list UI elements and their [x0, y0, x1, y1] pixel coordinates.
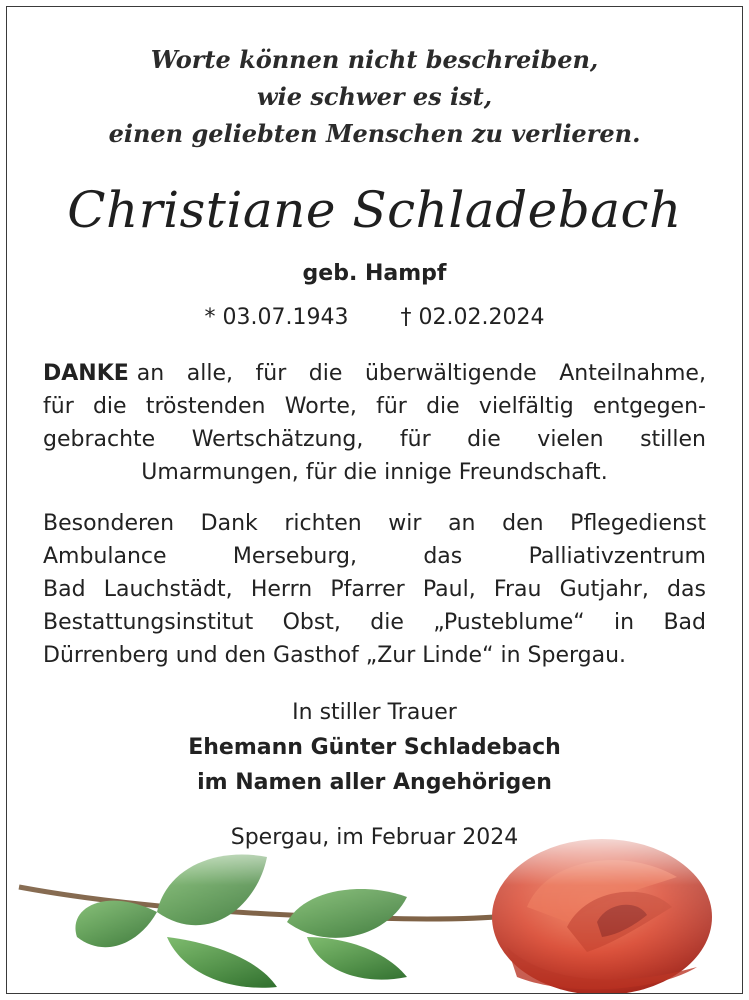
word: stillen [640, 427, 706, 452]
word: an [136, 361, 165, 386]
word: für [399, 427, 431, 452]
word: Paul, [422, 577, 476, 602]
place-and-date: Spergau, im Februar 2024 [230, 825, 519, 850]
word: entgegen- [592, 394, 706, 419]
mourner-name: Ehemann Günter Schladebach [188, 735, 561, 760]
word: die [92, 394, 127, 419]
word: die [343, 460, 378, 485]
word: Pfarrer [330, 577, 405, 602]
thanks-paragraph [43, 357, 706, 489]
word: Linde“ [422, 643, 494, 668]
word: innige [384, 460, 452, 485]
word: in [614, 610, 635, 635]
word: Freundschaft. [458, 460, 608, 485]
word: die [426, 394, 460, 419]
mourner-family: im Namen aller Angehörigen [197, 770, 552, 795]
word: tröstenden [145, 394, 266, 419]
word: für [43, 394, 74, 419]
text-line [43, 606, 706, 639]
word: Dank [200, 511, 258, 536]
text-line [43, 390, 706, 423]
deceased-name: Christiane Schladebach [67, 181, 682, 239]
word: die [370, 610, 404, 635]
thanks-line-1 [43, 357, 706, 390]
word: Worte, [284, 394, 357, 419]
word: Gutjahr, [559, 577, 649, 602]
word: Bad [43, 577, 86, 602]
word: für [305, 460, 337, 485]
quote-line: einen geliebten Menschen zu verlieren. [108, 119, 641, 148]
word: Anteilnahme, [559, 361, 706, 386]
word: das [423, 544, 463, 569]
signoff-intro: In stiller Trauer [292, 700, 457, 725]
word: Bad [663, 610, 706, 635]
word: richten [284, 511, 362, 536]
text-line [43, 540, 706, 573]
opening-quote [7, 41, 742, 152]
text-line [43, 507, 706, 540]
word: vielen [537, 427, 604, 452]
word: an [448, 511, 476, 536]
word: Ambulance [43, 544, 167, 569]
word: „Pusteblume“ [433, 610, 585, 635]
word: Herrn [250, 577, 313, 602]
obituary-notice [6, 6, 743, 994]
text-line [43, 573, 706, 606]
word: Lauchstädt, [103, 577, 233, 602]
word: für [255, 361, 287, 386]
word: Pflegedienst [570, 511, 706, 536]
thanks-lead: DANKE [43, 361, 129, 386]
word: Wertschätzung, [191, 427, 364, 452]
word: Bestattungsinstitut [43, 610, 254, 635]
special-thanks-paragraph [43, 507, 706, 672]
word: Spergau. [527, 643, 627, 668]
word: für [376, 394, 407, 419]
word: in [500, 643, 521, 668]
word: und [175, 643, 218, 668]
maiden-name: geb. Hampf [302, 261, 447, 286]
word: „Zur [365, 643, 416, 668]
word: wir [388, 511, 422, 536]
word: Besonderen [43, 511, 175, 536]
word: Gasthof [273, 643, 359, 668]
word: Dürrenberg [43, 643, 169, 668]
word: gebrachte [43, 427, 156, 452]
word: Umarmungen, [141, 460, 299, 485]
word: den [502, 511, 544, 536]
birth-date: * 03.07.1943 [204, 305, 349, 330]
text-line [137, 357, 706, 390]
word: das [667, 577, 706, 602]
word: Merseburg, [232, 544, 357, 569]
word: den [224, 643, 267, 668]
word: vielfältig [478, 394, 574, 419]
quote-line: wie schwer es ist, [256, 82, 493, 111]
death-date: † 02.02.2024 [400, 305, 545, 330]
text-line [43, 639, 706, 672]
word: Obst, [282, 610, 341, 635]
word: Frau [493, 577, 542, 602]
signoff [7, 695, 742, 800]
text-line [43, 423, 706, 456]
quote-line: Worte können nicht beschreiben, [150, 45, 599, 74]
word: überwältigende [364, 361, 537, 386]
word: die [467, 427, 501, 452]
word: Palliativzentrum [528, 544, 706, 569]
word: die [308, 361, 343, 386]
word: alle, [186, 361, 233, 386]
text-line [43, 456, 706, 489]
life-dates [7, 302, 742, 334]
